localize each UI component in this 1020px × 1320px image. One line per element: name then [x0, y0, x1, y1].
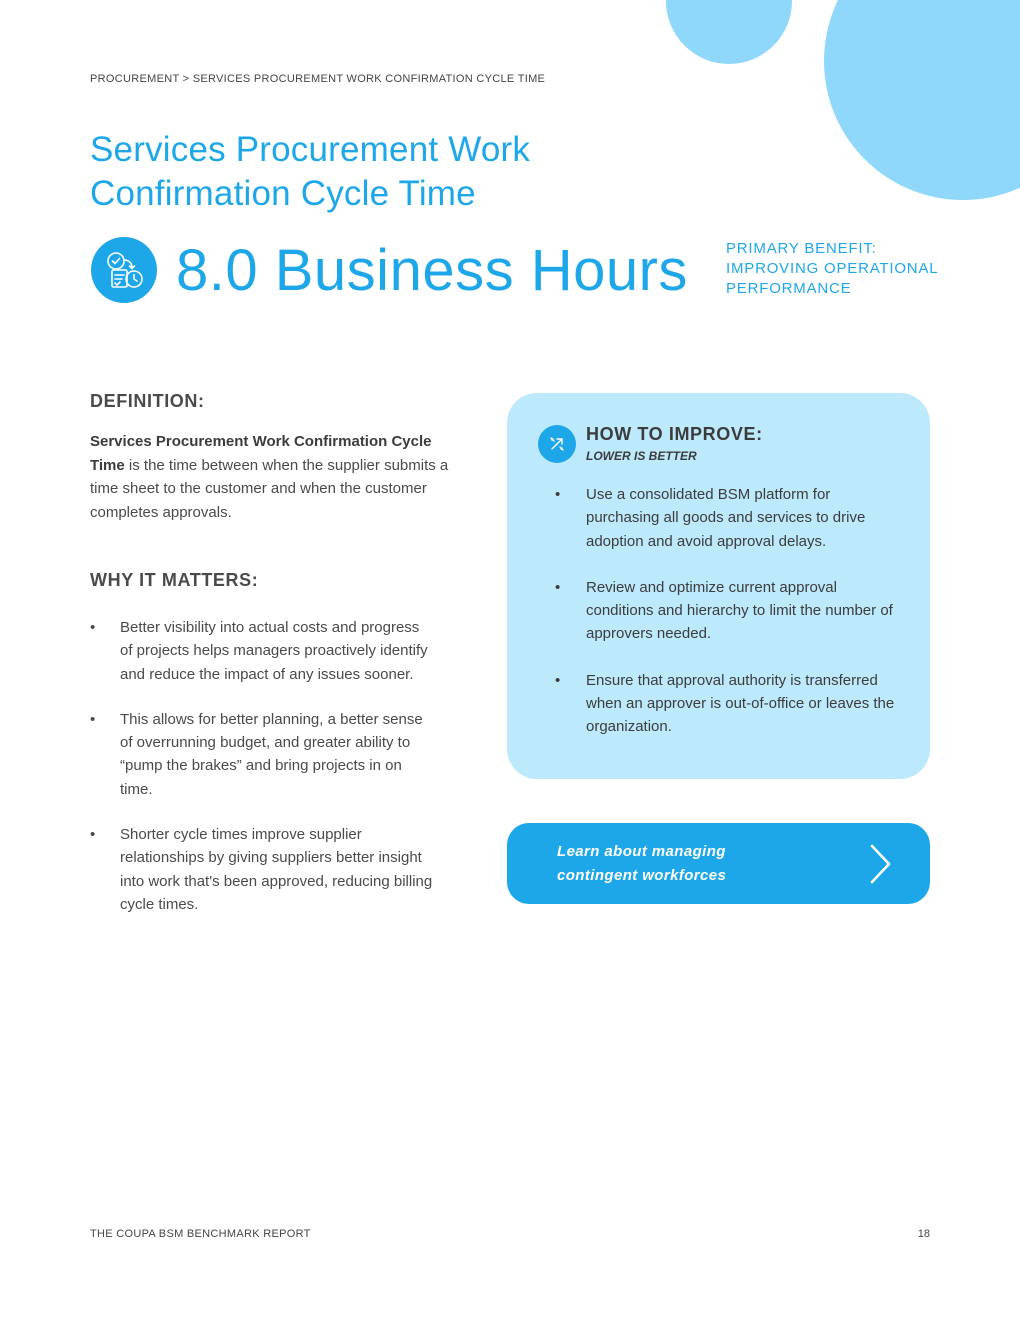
- footer-report-title: THE COUPA BSM BENCHMARK REPORT: [90, 1228, 311, 1240]
- list-item: • Shorter cycle times improve supplier relationships by giving suppliers better insight into work that's been approved, reducing billing cycle times.: [90, 823, 435, 916]
- breadcrumb: PROCUREMENT > SERVICES PROCUREMENT WORK CONFIRMATION CYCLE TIME: [90, 73, 546, 85]
- why-it-matters-heading: WHY IT MATTERS:: [90, 570, 259, 590]
- list-item: • Use a consolidated BSM platform for purchasing all goods and services to drive adoption and avoid approval delays.: [555, 483, 905, 553]
- how-to-improve-panel: [507, 393, 930, 779]
- definition-text: [90, 430, 450, 524]
- learn-more-label: Learn about managing contingent workforces: [557, 843, 727, 884]
- list-item: • Better visibility into actual costs and progress of projects helps managers proactively identify and reduce the impact of any issues sooner.: [90, 616, 435, 686]
- definition-body: is the time between when the supplier submits a time sheet to the customer and when the customer completes approvals.: [90, 456, 449, 521]
- how-to-improve-heading: HOW TO IMPROVE:: [586, 424, 763, 444]
- lower-is-better-label: LOWER IS BETTER: [586, 449, 697, 463]
- metric-value: 8.0 Business Hours: [176, 238, 688, 303]
- why-it-matters-list: [90, 616, 435, 938]
- definition-term: Services Procurement Work Confirmation Cycle Time: [90, 433, 432, 474]
- improve-arrows-icon: [538, 425, 576, 463]
- primary-benefit: [726, 239, 966, 299]
- learn-more-button[interactable]: [507, 823, 930, 904]
- how-to-improve-list: [555, 483, 905, 762]
- clock-checklist-icon: [91, 237, 157, 303]
- benefit-label: PRIMARY BENEFIT:: [726, 240, 877, 257]
- benefit-value-line-1: IMPROVING OPERATIONAL: [726, 260, 939, 277]
- list-item: • Ensure that approval authority is transferred when an approver is out-of-office or leaves the organization.: [555, 669, 905, 739]
- page-title: Services Procurement Work Confirmation Cycle Time: [90, 130, 531, 213]
- decorative-circle-small: [666, 0, 792, 64]
- decorative-circle-large: [824, 0, 1020, 200]
- benefit-value-line-2: PERFORMANCE: [726, 280, 852, 297]
- chevron-right-icon: [863, 843, 897, 885]
- list-item: • Review and optimize current approval conditions and hierarchy to limit the number of approvers needed.: [555, 576, 905, 646]
- list-item: • This allows for better planning, a better sense of overrunning budget, and greater ability to “pump the brakes” and bring projects in on time.: [90, 708, 435, 801]
- definition-heading: DEFINITION:: [90, 391, 205, 411]
- page-number: 18: [917, 1228, 930, 1240]
